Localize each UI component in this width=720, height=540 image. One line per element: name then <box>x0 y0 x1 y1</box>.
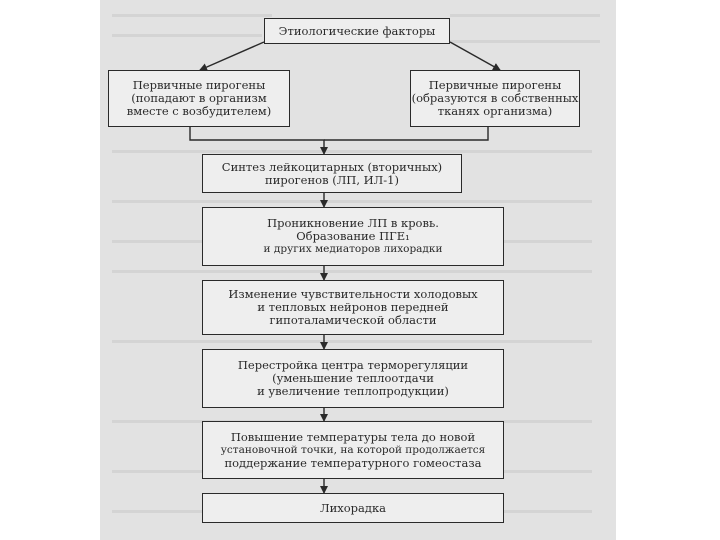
box-line: (уменьшение теплоотдачи <box>272 371 434 385</box>
arrow-etiology-to-primary-exo <box>200 42 264 70</box>
leukocyte-pyrogens-synthesis-box <box>202 154 462 193</box>
thermoregulation-restructuring-box <box>202 349 504 408</box>
arrow-primary-exo-to-synthesis <box>190 127 324 154</box>
body-temperature-rise-box <box>202 421 504 479</box>
box-line: Первичные пирогены <box>428 78 562 92</box>
box-line: Повышение температуры тела до новой <box>230 429 476 444</box>
box-line: поддержание температурного гомеостаза <box>224 455 482 470</box>
fever-box <box>202 493 504 523</box>
box-line: (попадают в организм <box>131 91 267 105</box>
box-line: Синтез лейкоцитарных (вторичных) <box>221 159 443 174</box>
penetration-into-blood-box <box>202 207 504 266</box>
box-line: гипоталамической области <box>269 313 437 327</box>
box-line: Образование ПГЕ₁ <box>296 229 410 243</box>
box-line: Этиологические факторы <box>278 23 436 38</box>
primary-pyrogens-exogenous-box <box>108 70 290 127</box>
primary-pyrogens-endogenous-box <box>410 70 580 127</box>
box-line: Первичные пирогены <box>132 78 266 92</box>
box-line: и увеличение теплопродукции) <box>257 384 449 398</box>
box-line: тканях организма) <box>437 104 553 118</box>
neuron-sensitivity-change-box <box>202 280 504 335</box>
etiology-factors-box <box>264 18 450 44</box>
box-line: и тепловых нейронов передней <box>257 300 449 314</box>
box-line: пирогенов (ЛП, ИЛ-1) <box>265 172 399 187</box>
arrow-etiology-to-primary-endo <box>450 42 500 70</box>
box-line: Перестройка центра терморегуляции <box>237 358 469 372</box>
box-line: Проникновение ЛП в кровь. <box>267 216 439 230</box>
arrow-primary-endo-join <box>324 127 488 140</box>
box-line: установочной точки, на которой продолжается <box>220 443 486 456</box>
box-line: вместе с возбудителем) <box>126 104 272 118</box>
box-line: Изменение чувствительности холодовых <box>228 287 478 301</box>
box-line: и других медиаторов лихорадки <box>263 243 443 255</box>
box-line: (образуются в собственных <box>411 91 579 105</box>
box-line: Лихорадка <box>319 500 386 515</box>
